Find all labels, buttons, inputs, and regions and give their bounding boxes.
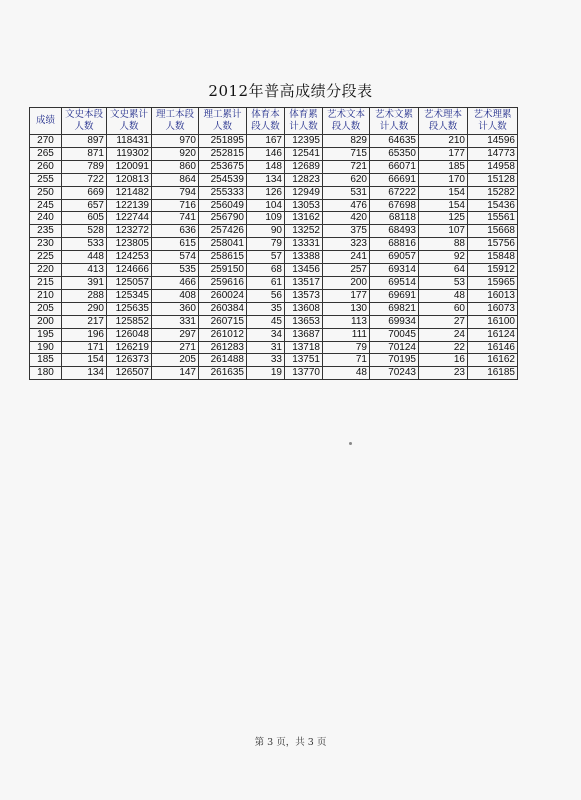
count-cell: 57	[247, 251, 285, 264]
count-cell: 125057	[107, 276, 152, 289]
count-cell: 420	[323, 212, 370, 225]
count-cell: 297	[152, 328, 199, 341]
count-cell: 408	[152, 289, 199, 302]
count-cell: 56	[247, 289, 285, 302]
count-cell: 69514	[370, 276, 419, 289]
count-cell: 109	[247, 212, 285, 225]
column-header: 体育本段人数	[247, 108, 285, 135]
count-cell: 16100	[468, 315, 518, 328]
count-cell: 210	[419, 135, 468, 148]
count-cell: 27	[419, 315, 468, 328]
count-cell: 119302	[107, 147, 152, 160]
table-row	[30, 199, 518, 212]
score-table	[29, 107, 518, 380]
table-row	[30, 341, 518, 354]
count-cell: 170	[419, 173, 468, 186]
count-cell: 107	[419, 225, 468, 238]
score-cell: 210	[30, 289, 62, 302]
count-cell: 88	[419, 238, 468, 251]
score-cell: 200	[30, 315, 62, 328]
table-row	[30, 173, 518, 186]
count-cell: 71	[323, 354, 370, 367]
count-cell: 13608	[285, 302, 323, 315]
column-header: 成绩	[30, 108, 62, 135]
count-cell: 12823	[285, 173, 323, 186]
count-cell: 60	[419, 302, 468, 315]
count-cell: 13718	[285, 341, 323, 354]
count-cell: 90	[247, 225, 285, 238]
count-cell: 126219	[107, 341, 152, 354]
count-cell: 13388	[285, 251, 323, 264]
count-cell: 290	[62, 302, 107, 315]
count-cell: 13653	[285, 315, 323, 328]
count-cell: 177	[323, 289, 370, 302]
table-row	[30, 354, 518, 367]
count-cell: 920	[152, 147, 199, 160]
count-cell: 125345	[107, 289, 152, 302]
count-cell: 476	[323, 199, 370, 212]
count-cell: 15668	[468, 225, 518, 238]
column-header: 体育累计人数	[285, 108, 323, 135]
count-cell: 79	[323, 341, 370, 354]
count-cell: 68	[247, 264, 285, 277]
score-cell: 255	[30, 173, 62, 186]
score-cell: 265	[30, 147, 62, 160]
count-cell: 260384	[199, 302, 247, 315]
count-cell: 15282	[468, 186, 518, 199]
score-cell: 250	[30, 186, 62, 199]
scan-speck	[349, 442, 352, 445]
count-cell: 15128	[468, 173, 518, 186]
count-cell: 620	[323, 173, 370, 186]
count-cell: 715	[323, 147, 370, 160]
count-cell: 79	[247, 238, 285, 251]
table-row	[30, 147, 518, 160]
count-cell: 104	[247, 199, 285, 212]
count-cell: 259616	[199, 276, 247, 289]
count-cell: 126048	[107, 328, 152, 341]
count-cell: 123272	[107, 225, 152, 238]
count-cell: 15756	[468, 238, 518, 251]
count-cell: 14596	[468, 135, 518, 148]
count-cell: 636	[152, 225, 199, 238]
count-cell: 288	[62, 289, 107, 302]
count-cell: 16185	[468, 367, 518, 380]
count-cell: 466	[152, 276, 199, 289]
count-cell: 134	[247, 173, 285, 186]
count-cell: 67698	[370, 199, 419, 212]
column-header: 艺术文累计人数	[370, 108, 419, 135]
count-cell: 185	[419, 160, 468, 173]
table-header-row	[30, 108, 518, 135]
count-cell: 261283	[199, 341, 247, 354]
count-cell: 120091	[107, 160, 152, 173]
count-cell: 196	[62, 328, 107, 341]
count-cell: 19	[247, 367, 285, 380]
count-cell: 533	[62, 238, 107, 251]
table-row	[30, 276, 518, 289]
count-cell: 535	[152, 264, 199, 277]
table-row	[30, 238, 518, 251]
count-cell: 24	[419, 328, 468, 341]
count-cell: 531	[323, 186, 370, 199]
count-cell: 13770	[285, 367, 323, 380]
count-cell: 65350	[370, 147, 419, 160]
count-cell: 15561	[468, 212, 518, 225]
table-row	[30, 328, 518, 341]
count-cell: 126373	[107, 354, 152, 367]
count-cell: 260715	[199, 315, 247, 328]
count-cell: 323	[323, 238, 370, 251]
count-cell: 148	[247, 160, 285, 173]
count-cell: 69821	[370, 302, 419, 315]
count-cell: 66071	[370, 160, 419, 173]
score-cell: 195	[30, 328, 62, 341]
count-cell: 123805	[107, 238, 152, 251]
column-header: 文史累计人数	[107, 108, 152, 135]
count-cell: 14773	[468, 147, 518, 160]
count-cell: 261635	[199, 367, 247, 380]
count-cell: 16146	[468, 341, 518, 354]
count-cell: 16	[419, 354, 468, 367]
count-cell: 261488	[199, 354, 247, 367]
count-cell: 64635	[370, 135, 419, 148]
count-cell: 261012	[199, 328, 247, 341]
count-cell: 16013	[468, 289, 518, 302]
count-cell: 68118	[370, 212, 419, 225]
count-cell: 375	[323, 225, 370, 238]
count-cell: 257	[323, 264, 370, 277]
count-cell: 111	[323, 328, 370, 341]
score-cell: 220	[30, 264, 62, 277]
count-cell: 391	[62, 276, 107, 289]
count-cell: 120813	[107, 173, 152, 186]
column-header: 文史本段人数	[62, 108, 107, 135]
count-cell: 258041	[199, 238, 247, 251]
count-cell: 12689	[285, 160, 323, 173]
count-cell: 259150	[199, 264, 247, 277]
count-cell: 15912	[468, 264, 518, 277]
count-cell: 254539	[199, 173, 247, 186]
count-cell: 68493	[370, 225, 419, 238]
page-footer: 第 3 页，共 3 页	[254, 737, 327, 748]
count-cell: 70045	[370, 328, 419, 341]
count-cell: 716	[152, 199, 199, 212]
count-cell: 121482	[107, 186, 152, 199]
count-cell: 252815	[199, 147, 247, 160]
count-cell: 48	[323, 367, 370, 380]
count-cell: 70124	[370, 341, 419, 354]
score-cell: 245	[30, 199, 62, 212]
column-header: 艺术文本段人数	[323, 108, 370, 135]
count-cell: 16073	[468, 302, 518, 315]
count-cell: 15848	[468, 251, 518, 264]
table-row	[30, 264, 518, 277]
count-cell: 61	[247, 276, 285, 289]
count-cell: 167	[247, 135, 285, 148]
count-cell: 15965	[468, 276, 518, 289]
score-cell: 225	[30, 251, 62, 264]
count-cell: 794	[152, 186, 199, 199]
count-cell: 871	[62, 147, 107, 160]
count-cell: 134	[62, 367, 107, 380]
count-cell: 13162	[285, 212, 323, 225]
score-cell: 185	[30, 354, 62, 367]
count-cell: 260024	[199, 289, 247, 302]
count-cell: 413	[62, 264, 107, 277]
count-cell: 67222	[370, 186, 419, 199]
count-cell: 257426	[199, 225, 247, 238]
table-row	[30, 135, 518, 148]
count-cell: 970	[152, 135, 199, 148]
count-cell: 171	[62, 341, 107, 354]
count-cell: 69934	[370, 315, 419, 328]
column-header: 理工本段人数	[152, 108, 199, 135]
count-cell: 864	[152, 173, 199, 186]
column-header: 理工累计人数	[199, 108, 247, 135]
count-cell: 126507	[107, 367, 152, 380]
count-cell: 331	[152, 315, 199, 328]
score-cell: 215	[30, 276, 62, 289]
column-header: 艺术理累计人数	[468, 108, 518, 135]
table-row	[30, 186, 518, 199]
count-cell: 130	[323, 302, 370, 315]
score-cell: 205	[30, 302, 62, 315]
score-cell: 240	[30, 212, 62, 225]
count-cell: 829	[323, 135, 370, 148]
count-cell: 15436	[468, 199, 518, 212]
count-cell: 12541	[285, 147, 323, 160]
count-cell: 154	[419, 199, 468, 212]
count-cell: 574	[152, 251, 199, 264]
count-cell: 53	[419, 276, 468, 289]
score-cell: 180	[30, 367, 62, 380]
score-cell: 235	[30, 225, 62, 238]
count-cell: 200	[323, 276, 370, 289]
count-cell: 448	[62, 251, 107, 264]
count-cell: 70243	[370, 367, 419, 380]
count-cell: 897	[62, 135, 107, 148]
count-cell: 69691	[370, 289, 419, 302]
table-row	[30, 160, 518, 173]
count-cell: 92	[419, 251, 468, 264]
table-row	[30, 251, 518, 264]
count-cell: 360	[152, 302, 199, 315]
count-cell: 16124	[468, 328, 518, 341]
count-cell: 122139	[107, 199, 152, 212]
score-cell: 190	[30, 341, 62, 354]
count-cell: 615	[152, 238, 199, 251]
count-cell: 33	[247, 354, 285, 367]
table-row	[30, 367, 518, 380]
count-cell: 48	[419, 289, 468, 302]
count-cell: 12395	[285, 135, 323, 148]
count-cell: 253675	[199, 160, 247, 173]
count-cell: 255333	[199, 186, 247, 199]
count-cell: 147	[152, 367, 199, 380]
count-cell: 741	[152, 212, 199, 225]
count-cell: 241	[323, 251, 370, 264]
count-cell: 13517	[285, 276, 323, 289]
count-cell: 13053	[285, 199, 323, 212]
page-title: 2012年普高成绩分段表	[208, 82, 373, 100]
score-cell: 230	[30, 238, 62, 251]
count-cell: 64	[419, 264, 468, 277]
count-cell: 205	[152, 354, 199, 367]
column-header: 艺术理本段人数	[419, 108, 468, 135]
count-cell: 271	[152, 341, 199, 354]
count-cell: 22	[419, 341, 468, 354]
table-row	[30, 315, 518, 328]
count-cell: 118431	[107, 135, 152, 148]
count-cell: 66691	[370, 173, 419, 186]
count-cell: 256049	[199, 199, 247, 212]
score-cell: 260	[30, 160, 62, 173]
count-cell: 34	[247, 328, 285, 341]
count-cell: 13331	[285, 238, 323, 251]
count-cell: 256790	[199, 212, 247, 225]
table-body	[30, 135, 518, 380]
count-cell: 23	[419, 367, 468, 380]
count-cell: 13456	[285, 264, 323, 277]
count-cell: 126	[247, 186, 285, 199]
count-cell: 722	[62, 173, 107, 186]
count-cell: 124666	[107, 264, 152, 277]
score-cell: 270	[30, 135, 62, 148]
count-cell: 217	[62, 315, 107, 328]
count-cell: 125852	[107, 315, 152, 328]
count-cell: 70195	[370, 354, 419, 367]
count-cell: 251895	[199, 135, 247, 148]
table-row	[30, 212, 518, 225]
table-row	[30, 302, 518, 315]
count-cell: 13252	[285, 225, 323, 238]
count-cell: 13751	[285, 354, 323, 367]
count-cell: 122744	[107, 212, 152, 225]
count-cell: 258615	[199, 251, 247, 264]
table-row	[30, 289, 518, 302]
count-cell: 12949	[285, 186, 323, 199]
count-cell: 45	[247, 315, 285, 328]
count-cell: 154	[62, 354, 107, 367]
count-cell: 124253	[107, 251, 152, 264]
count-cell: 69314	[370, 264, 419, 277]
count-cell: 860	[152, 160, 199, 173]
count-cell: 16162	[468, 354, 518, 367]
count-cell: 68816	[370, 238, 419, 251]
count-cell: 528	[62, 225, 107, 238]
count-cell: 669	[62, 186, 107, 199]
count-cell: 113	[323, 315, 370, 328]
count-cell: 13573	[285, 289, 323, 302]
count-cell: 14958	[468, 160, 518, 173]
count-cell: 125	[419, 212, 468, 225]
count-cell: 31	[247, 341, 285, 354]
count-cell: 146	[247, 147, 285, 160]
count-cell: 125635	[107, 302, 152, 315]
count-cell: 69057	[370, 251, 419, 264]
count-cell: 605	[62, 212, 107, 225]
table-row	[30, 225, 518, 238]
count-cell: 154	[419, 186, 468, 199]
count-cell: 721	[323, 160, 370, 173]
count-cell: 35	[247, 302, 285, 315]
count-cell: 13687	[285, 328, 323, 341]
count-cell: 177	[419, 147, 468, 160]
count-cell: 789	[62, 160, 107, 173]
count-cell: 657	[62, 199, 107, 212]
